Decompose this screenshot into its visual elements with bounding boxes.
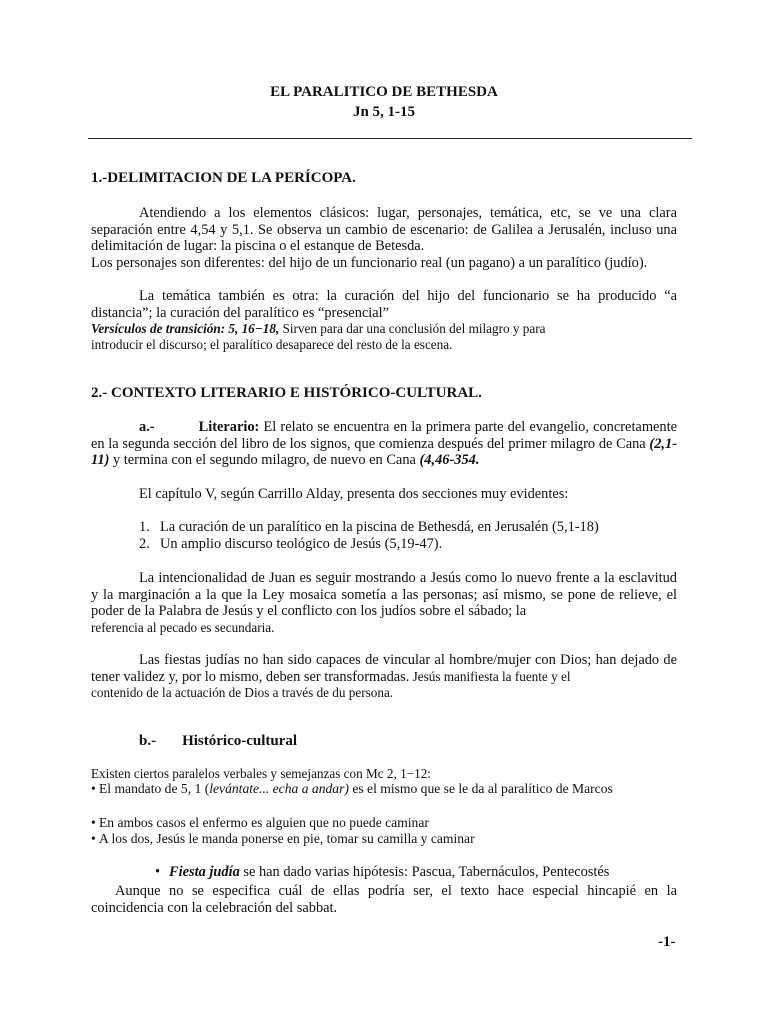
list-item-text: La curación de un paralítico en la piscina de Bethesdá, en Jerusalén (5,1-18) — [160, 519, 599, 535]
list-item-number: 2. — [139, 536, 150, 552]
fiestas-paragraph — [91, 652, 677, 685]
bullet-text-post: es el mismo que se le da al paralítico de Marcos — [348, 781, 613, 796]
historico-title: Histórico-cultural — [182, 733, 298, 749]
list-item — [139, 519, 599, 535]
section-1-paragraph-2: Los personajes son diferentes: del hijo de un funcionario real (un pagano) a un paralítico (judío). — [91, 255, 648, 271]
bullet-icon: • — [91, 781, 96, 796]
transition-verses-line — [91, 321, 677, 338]
bullet-text: El mandato de 5, 1 ( — [99, 781, 210, 796]
list-item — [91, 815, 677, 831]
bullet-text: A los dos, Jesús le manda ponerse en pie, tomar su camilla y caminar — [99, 831, 475, 846]
capitulo-intro — [91, 486, 677, 503]
intencionalidad-tail: referencia al pecado es secundaria. — [91, 620, 275, 635]
section-1-paragraph-3 — [91, 288, 677, 321]
aunque-paragraph — [91, 883, 677, 916]
transition-verses-text: Sirven para dar una conclusión del milagro y para — [279, 321, 546, 336]
transition-verses-label: Versículos de transición: 5, 16−18, — [91, 321, 280, 336]
section-2-heading: 2.- CONTEXTO LITERARIO E HISTÓRICO-CULTURAL. — [91, 385, 482, 401]
literario-ref-2: (4,46-354. — [419, 452, 480, 469]
intencionalidad-paragraph — [91, 570, 677, 620]
page-number: -1- — [658, 934, 676, 950]
list-item — [91, 831, 677, 847]
bullet-icon: • — [91, 831, 96, 846]
horizontal-rule — [88, 138, 692, 139]
fiestas-tail-1: Jesús manifiesta la fuente y el — [409, 668, 571, 684]
bullet-icon: • — [91, 815, 96, 830]
section-1-paragraph-1 — [91, 205, 677, 255]
literario-title: Literario: — [198, 419, 260, 435]
literario-label: a.- — [139, 419, 155, 435]
section-1-heading: 1.-DELIMITACION DE LA PERÍCOPA. — [91, 170, 356, 186]
list-item-number: 1. — [139, 519, 150, 535]
transition-verses-line-2: introducir el discurso; el paralítico desaparece del resto de la escena. — [91, 337, 453, 352]
list-item — [91, 781, 677, 797]
paralelos-line: Existen ciertos paralelos verbales y semejanzas con Mc 2, 1−12: — [91, 766, 431, 781]
fiestas-tail-2: contenido de la actuación de Dios a través de du persona. — [91, 685, 394, 700]
fiesta-judia-text: se han dado varias hipótesis: Pascua, Tabernáculos, Pentecostés — [239, 864, 610, 880]
capitulo-intro-text: El capítulo V, según Carrillo Alday, presenta dos secciones muy evidentes: — [139, 486, 569, 502]
literario-text-1: El relato se encuentra en la primera parte del evangelio, concretamente en la segunda sección del libro de los signos, que comienza después del primer milagro de Cana — [91, 419, 677, 452]
literario-paragraph — [91, 419, 677, 469]
historico-label: b.- — [139, 733, 157, 749]
bullet-text: En ambos casos el enfermo es alguien que no puede caminar — [99, 815, 429, 830]
list-item-text: Un amplio discurso teológico de Jesús (5,19-47). — [160, 536, 443, 552]
historico-heading — [139, 733, 297, 750]
document-subtitle: Jn 5, 1-15 — [352, 104, 416, 120]
section-1-paragraph-3-text: La temática también es otra: la curación del hijo del funcionario se ha producido “a distancia”; la curación del paralítico es “presencial” — [91, 288, 677, 321]
section-1-paragraph-1-text: Atendiendo a los elementos clásicos: lugar, personajes, temática, etc, se ve una clara separación entre 4,54 y 5,1. Se observa un cambio de escenario: de Galilea a Jerusalén, incluso una delimitación de lugar: la piscina o el estanque de Betesda. — [91, 205, 677, 255]
fiesta-judia-line — [155, 864, 695, 881]
intencionalidad-text: La intencionalidad de Juan es seguir mostrando a Jesús como lo nuevo frente a la esclavitud y la marginación a la que la Ley mosaica sometía a las personas; así mismo, se pone de relieve, el poder de la Palabra de Jesús y el conflicto con los judíos sobre el sábado; la — [91, 570, 677, 620]
fiestas-text: Las fiestas judías no han sido capaces de vincular al hombre/mujer con Dios; han dejado de tener validez y, por lo mismo, deben ser transformadas. — [91, 652, 677, 685]
bullet-italic: levántate... echa a andar) — [209, 781, 349, 796]
document-title: EL PARALITICO DE BETHESDA — [270, 84, 498, 100]
aunque-text: Aunque no se especifica cuál de ellas podría ser, el texto hace especial hincapié en la coincidencia con la celebración del sabbat. — [91, 883, 677, 916]
list-item — [139, 536, 442, 552]
literario-ref-1: (2,1-11) — [91, 435, 677, 469]
bullet-icon: • — [155, 864, 161, 880]
literario-text-2: y termina con el segundo milagro, de nuevo en Cana — [109, 452, 420, 469]
fiesta-judia-label: Fiesta judía — [169, 864, 240, 880]
